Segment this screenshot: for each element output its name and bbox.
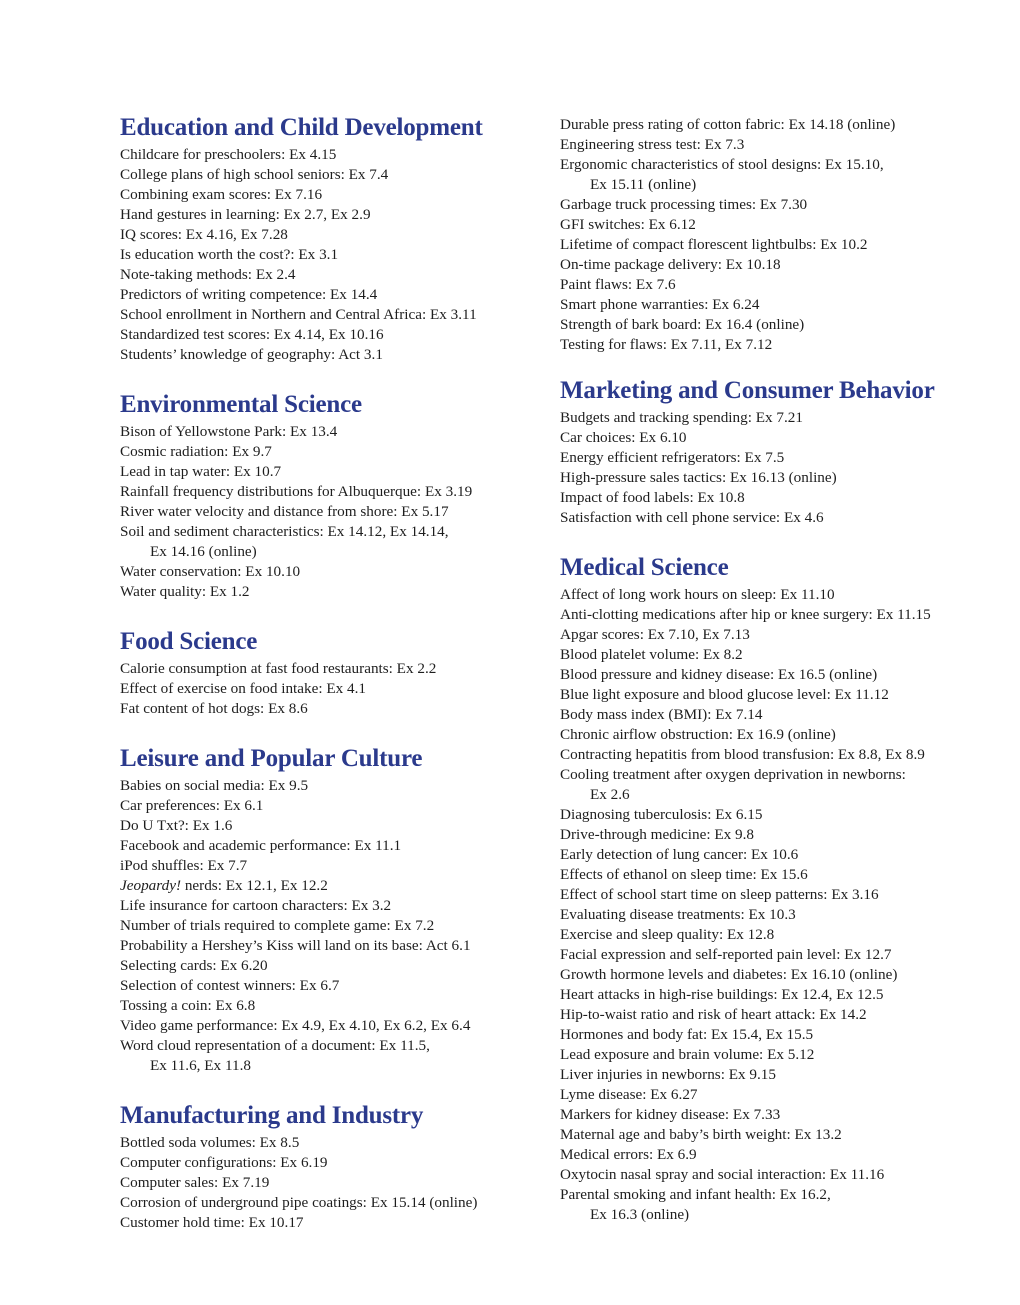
index-entry: Calorie consumption at fast food restaurants: Ex 2.2 — [120, 660, 437, 677]
index-entry: Life insurance for cartoon characters: Ex 3.2 — [120, 897, 392, 914]
index-section — [120, 1101, 540, 1233]
entry-list — [560, 585, 1000, 1225]
index-entry: Satisfaction with cell phone service: Ex 4.6 — [560, 509, 824, 526]
index-entry: Is education worth the cost?: Ex 3.1 — [120, 246, 339, 263]
index-entry: Strength of bark board: Ex 16.4 (online) — [560, 316, 805, 333]
index-entry: Smart phone warranties: Ex 6.24 — [560, 296, 760, 313]
index-section — [120, 744, 540, 1076]
index-entry: Heart attacks in high-rise buildings: Ex 12.4, Ex 12.5 — [560, 986, 884, 1003]
index-entry: Hip-to-waist ratio and risk of heart attack: Ex 14.2 — [560, 1006, 867, 1023]
index-entry: Drive-through medicine: Ex 9.8 — [560, 826, 755, 843]
index-entry: Cooling treatment after oxygen deprivation in newborns: — [560, 766, 906, 783]
index-entry: On-time package delivery: Ex 10.18 — [560, 256, 781, 273]
index-entry: Medical errors: Ex 6.9 — [560, 1146, 697, 1163]
index-entry: Soil and sediment characteristics: Ex 14.12, Ex 14.14, — [120, 523, 449, 540]
index-entry: Computer sales: Ex 7.19 — [120, 1174, 270, 1191]
section-heading: Environmental Science — [120, 391, 362, 418]
index-entry: College plans of high school seniors: Ex 7.4 — [120, 166, 389, 183]
index-entry: Do U Txt?: Ex 1.6 — [120, 817, 233, 834]
index-entry: Video game performance: Ex 4.9, Ex 4.10, Ex 6.2, Ex 6.4 — [120, 1017, 471, 1034]
index-entry: Predictors of writing competence: Ex 14.4 — [120, 286, 378, 303]
index-section — [120, 113, 540, 365]
index-entry: Lead in tap water: Ex 10.7 — [120, 463, 282, 480]
index-entry: Impact of food labels: Ex 10.8 — [560, 489, 745, 506]
index-entry: Contracting hepatitis from blood transfusion: Ex 8.8, Ex 8.9 — [560, 746, 925, 763]
index-entry: Standardized test scores: Ex 4.14, Ex 10.16 — [120, 326, 384, 343]
index-entry: Probability a Hershey’s Kiss will land on its base: Act 6.1 — [120, 937, 471, 954]
index-entry: Babies on social media: Ex 9.5 — [120, 777, 309, 794]
index-entry: Ergonomic characteristics of stool designs: Ex 15.10, — [560, 156, 884, 173]
section-heading: Leisure and Popular Culture — [120, 745, 423, 772]
section-heading: Education and Child Development — [120, 114, 483, 141]
section-heading: Medical Science — [560, 554, 729, 581]
index-entry: Cosmic radiation: Ex 9.7 — [120, 443, 272, 460]
entry-list — [560, 408, 1000, 528]
index-entry-continuation: Ex 16.3 (online) — [590, 1206, 690, 1223]
entry-list — [120, 659, 540, 719]
index-entry: Effect of exercise on food intake: Ex 4.1 — [120, 680, 367, 697]
index-entry: Oxytocin nasal spray and social interaction: Ex 11.16 — [560, 1166, 885, 1183]
index-entry: Durable press rating of cotton fabric: Ex 14.18 (online) — [560, 116, 896, 133]
index-entry: Early detection of lung cancer: Ex 10.6 — [560, 846, 799, 863]
left-column — [120, 0, 540, 1258]
index-entry: Facial expression and self-reported pain level: Ex 12.7 — [560, 946, 892, 963]
index-entry: Body mass index (BMI): Ex 7.14 — [560, 706, 763, 723]
entry-list — [120, 1133, 540, 1233]
index-entry: Growth hormone levels and diabetes: Ex 16.10 (online) — [560, 966, 898, 983]
index-entry: Maternal age and baby’s birth weight: Ex 13.2 — [560, 1126, 842, 1143]
index-entry: Facebook and academic performance: Ex 11.1 — [120, 837, 402, 854]
entry-list — [120, 422, 540, 602]
index-entry: IQ scores: Ex 4.16, Ex 7.28 — [120, 226, 288, 243]
index-entry: Rainfall frequency distributions for Albuquerque: Ex 3.19 — [120, 483, 473, 500]
index-entry: Evaluating disease treatments: Ex 10.3 — [560, 906, 796, 923]
index-entry: Water conservation: Ex 10.10 — [120, 563, 301, 580]
index-entry: iPod shuffles: Ex 7.7 — [120, 857, 248, 874]
index-entry: Blood pressure and kidney disease: Ex 16.5 (online) — [560, 666, 878, 683]
index-entry: River water velocity and distance from shore: Ex 5.17 — [120, 503, 449, 520]
section-heading: Manufacturing and Industry — [120, 1102, 424, 1129]
index-entry: Bottled soda volumes: Ex 8.5 — [120, 1134, 300, 1151]
right-column — [560, 0, 1000, 1250]
index-entry: GFI switches: Ex 6.12 — [560, 216, 696, 233]
index-section — [120, 627, 540, 719]
entry-list — [120, 145, 540, 365]
index-entry-continuation: Ex 14.16 (online) — [150, 543, 257, 560]
index-section — [120, 390, 540, 602]
index-entry: Anti-clotting medications after hip or knee surgery: Ex 11.15 — [560, 606, 931, 623]
index-entry-continuation: Ex 11.6, Ex 11.8 — [150, 1057, 251, 1074]
index-entry: Corrosion of underground pipe coatings: Ex 15.14 (online) — [120, 1194, 478, 1211]
index-entry: Jeopardy! nerds: Ex 12.1, Ex 12.2 — [120, 877, 328, 894]
index-entry: Selection of contest winners: Ex 6.7 — [120, 977, 340, 994]
entry-list — [120, 776, 540, 1076]
index-entry: Testing for flaws: Ex 7.11, Ex 7.12 — [560, 336, 773, 353]
index-entry: Blood platelet volume: Ex 8.2 — [560, 646, 743, 663]
index-entry: Combining exam scores: Ex 7.16 — [120, 186, 323, 203]
index-entry: Budgets and tracking spending: Ex 7.21 — [560, 409, 803, 426]
index-entry: Energy efficient refrigerators: Ex 7.5 — [560, 449, 785, 466]
index-entry: Tossing a coin: Ex 6.8 — [120, 997, 256, 1014]
index-entry: Students’ knowledge of geography: Act 3.1 — [120, 346, 383, 363]
index-entry-continuation: Ex 2.6 — [590, 786, 630, 803]
index-entry: Car choices: Ex 6.10 — [560, 429, 687, 446]
index-entry: Parental smoking and infant health: Ex 16.2, — [560, 1186, 831, 1203]
index-entry: Lead exposure and brain volume: Ex 5.12 — [560, 1046, 815, 1063]
index-entry: Note-taking methods: Ex 2.4 — [120, 266, 296, 283]
index-entry: Hand gestures in learning: Ex 2.7, Ex 2.9 — [120, 206, 371, 223]
index-entry: Markers for kidney disease: Ex 7.33 — [560, 1106, 781, 1123]
index-entry: School enrollment in Northern and Central Africa: Ex 3.11 — [120, 306, 477, 323]
index-entry: Bison of Yellowstone Park: Ex 13.4 — [120, 423, 338, 440]
index-entry: Computer configurations: Ex 6.19 — [120, 1154, 328, 1171]
entry-list — [560, 115, 1000, 355]
index-entry: Number of trials required to complete game: Ex 7.2 — [120, 917, 435, 934]
index-entry: Exercise and sleep quality: Ex 12.8 — [560, 926, 775, 943]
index-entry: Engineering stress test: Ex 7.3 — [560, 136, 745, 153]
index-entry: Apgar scores: Ex 7.10, Ex 7.13 — [560, 626, 750, 643]
index-entry: Customer hold time: Ex 10.17 — [120, 1214, 304, 1231]
index-entry: Word cloud representation of a document: Ex 11.5, — [120, 1037, 430, 1054]
index-entry: Chronic airflow obstruction: Ex 16.9 (online) — [560, 726, 836, 743]
index-entry: Lyme disease: Ex 6.27 — [560, 1086, 698, 1103]
index-section — [560, 115, 1000, 355]
index-entry: High-pressure sales tactics: Ex 16.13 (online) — [560, 469, 837, 486]
index-entry: Fat content of hot dogs: Ex 8.6 — [120, 700, 308, 717]
section-heading: Marketing and Consumer Behavior — [560, 377, 935, 404]
index-entry: Selecting cards: Ex 6.20 — [120, 957, 268, 974]
index-entry: Effects of ethanol on sleep time: Ex 15.6 — [560, 866, 808, 883]
index-entry: Garbage truck processing times: Ex 7.30 — [560, 196, 808, 213]
index-entry: Effect of school start time on sleep patterns: Ex 3.16 — [560, 886, 879, 903]
section-heading: Food Science — [120, 628, 258, 655]
index-entry: Water quality: Ex 1.2 — [120, 583, 250, 600]
index-entry: Hormones and body fat: Ex 15.4, Ex 15.5 — [560, 1026, 814, 1043]
index-entry: Paint flaws: Ex 7.6 — [560, 276, 676, 293]
index-entry: Childcare for preschoolers: Ex 4.15 — [120, 146, 337, 163]
index-section — [560, 553, 1000, 1225]
index-entry: Lifetime of compact florescent lightbulbs: Ex 10.2 — [560, 236, 868, 253]
index-entry: Blue light exposure and blood glucose level: Ex 11.12 — [560, 686, 889, 703]
index-entry: Car preferences: Ex 6.1 — [120, 797, 264, 814]
index-entry-continuation: Ex 15.11 (online) — [590, 176, 697, 193]
index-section — [560, 376, 1000, 528]
index-entry: Diagnosing tuberculosis: Ex 6.15 — [560, 806, 763, 823]
index-entry: Affect of long work hours on sleep: Ex 11.10 — [560, 586, 835, 603]
index-entry: Liver injuries in newborns: Ex 9.15 — [560, 1066, 776, 1083]
